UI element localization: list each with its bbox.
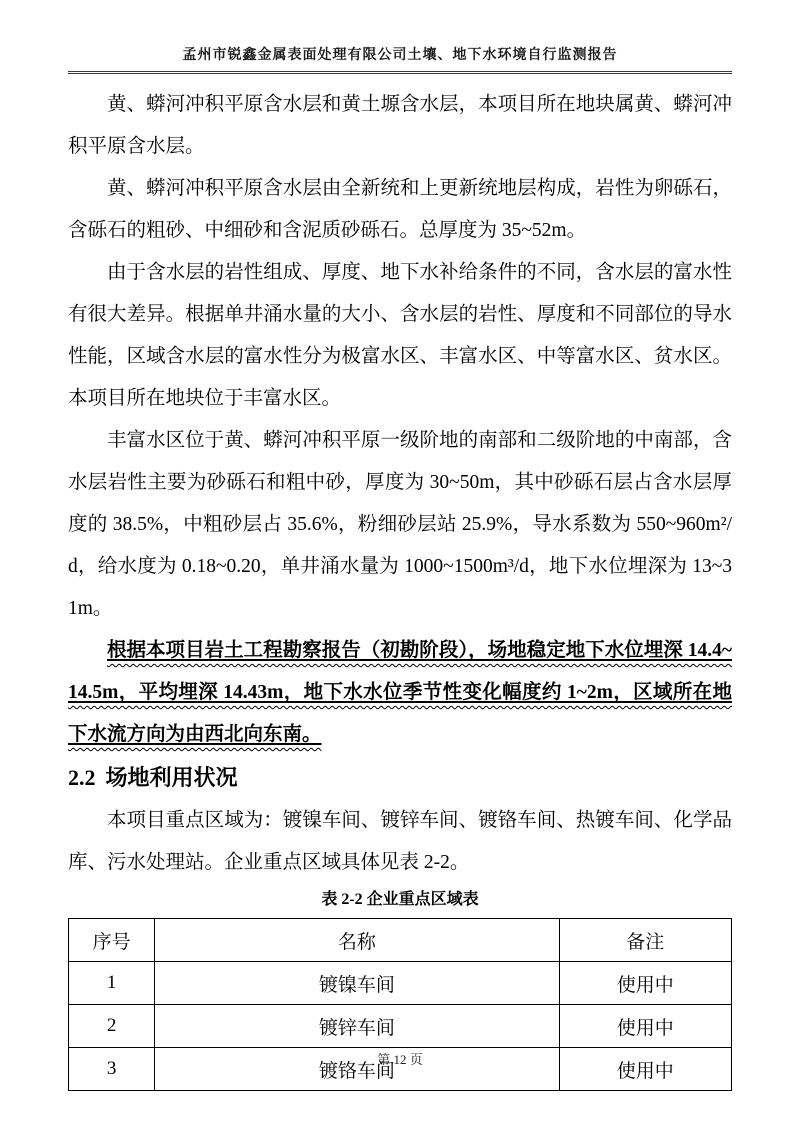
section-number: 2.2: [68, 765, 96, 790]
cell-note: 使用中: [559, 1048, 731, 1091]
cell-index: 2: [69, 1005, 155, 1048]
wavy-underline-wrap: [68, 640, 732, 745]
document-body: [68, 84, 732, 1091]
section-title: 场地利用状况: [105, 765, 238, 790]
cell-note: 使用中: [559, 1005, 731, 1048]
paragraph-aquifer-overview: 黄、蟒河冲积平原含水层和黄土塬含水层，本项目所在地块属黄、蟒河冲积平原含水层。: [68, 94, 732, 157]
table-row: [69, 962, 732, 1005]
table-header-row: [69, 919, 732, 962]
cell-index: 1: [69, 962, 155, 1005]
paragraph-water-richness: 由于含水层的岩性组成、厚度、地下水补给条件的不同，含水层的富水性有很大差异。根据单井涌水量的大小、含水层的岩性、厚度和不同部位的导水性能，区域含水层的富水性分为极富水区、丰富水区、中等富水区、贫水区。本项目所在地块位于丰富水区。: [68, 262, 732, 409]
page-footer: [0, 1051, 800, 1069]
page-number-label: 第 12 页: [377, 1052, 423, 1067]
cell-name: 镀铬车间: [155, 1048, 559, 1091]
solid-underline-text: 根据本项目岩土工程勘察报告（初勘阶段），场地稳定地下水位埋深 14.4~14.5m，平均埋深 14.43m，地下水水位季节性变化幅度约 1~2m，区域所在地下水流方向为由西北向东南。: [68, 640, 732, 745]
section-heading-2-2: [68, 756, 732, 800]
paragraph-rich-water-zone: 丰富水区位于黄、蟒河冲积平原一级阶地的南部和二级阶地的中南部，含水层岩性主要为砂砾石和粗中砂，厚度为 30~50m，其中砂砾石层占含水层厚度的 38.5%，中粗砂层占 35.6%，粉细砂层站 25.9%，导水系数为 550~960m²/d，给水度为 0.18~0.20，单井涌水量为 1000~1500m³/d，地下水位埋深为 13~31m。: [68, 430, 732, 619]
column-header-name: 名称: [155, 919, 559, 962]
column-header-note: 备注: [559, 919, 731, 962]
paragraph-aquifer-composition: 黄、蟒河冲积平原含水层由全新统和上更新统地层构成，岩性为卵砾石，含砾石的粗砂、中细砂和含泥质砂砾石。总厚度为 35~52m。: [68, 178, 732, 241]
paragraph-survey-conclusion: [68, 630, 732, 756]
table-row: [69, 1005, 732, 1048]
report-title: 孟州市锐鑫金属表面处理有限公司土壤、地下水环境自行监测报告: [182, 48, 618, 63]
cell-note: 使用中: [559, 962, 731, 1005]
paragraph-key-areas: 本项目重点区域为：镀镍车间、镀锌车间、镀铬车间、热镀车间、化学品库、污水处理站。企业重点区域具体见表 2-2。: [68, 810, 732, 873]
table-caption: 表 2-2 企业重点区域表: [321, 891, 479, 908]
page-header: [68, 46, 732, 74]
cell-name: 镀镍车间: [155, 962, 559, 1005]
cell-index: 3: [69, 1048, 155, 1091]
header-double-rule: [68, 71, 732, 74]
cell-name: 镀锌车间: [155, 1005, 559, 1048]
column-header-index: 序号: [69, 919, 155, 962]
